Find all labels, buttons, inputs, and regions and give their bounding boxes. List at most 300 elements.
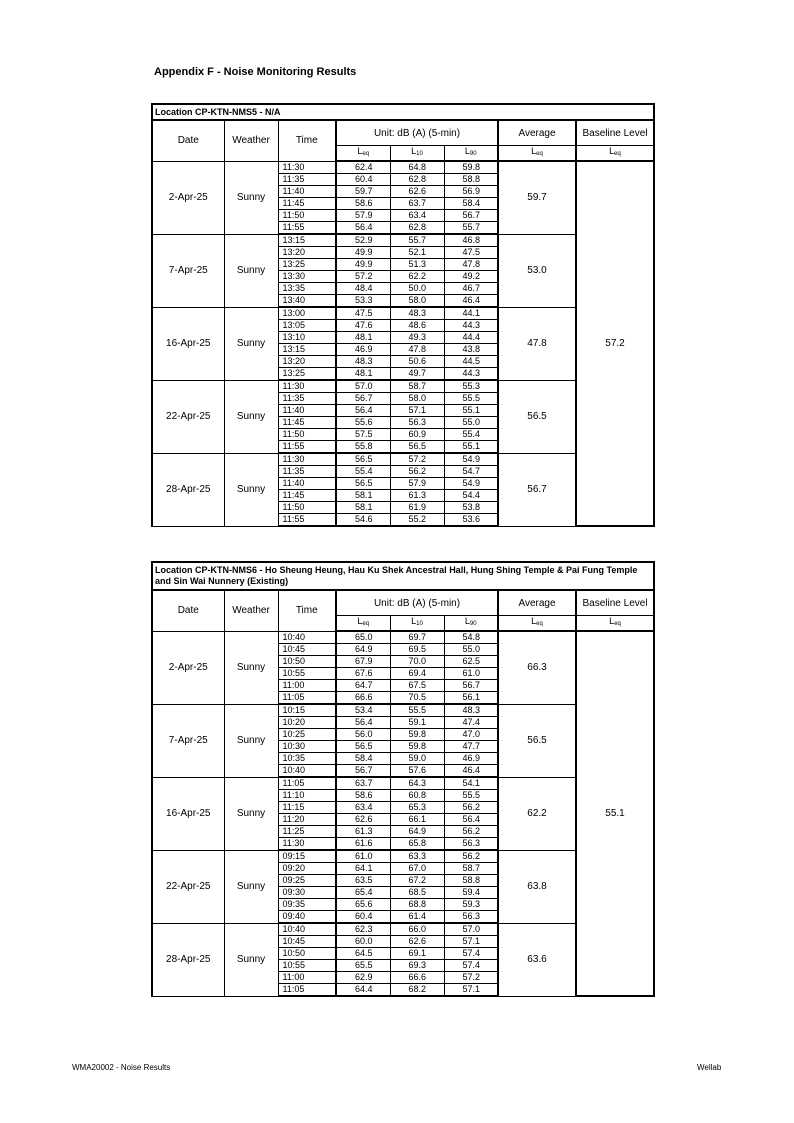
leq-cell: 59.7 (336, 186, 390, 198)
time-cell: 13:25 (278, 368, 336, 381)
l10-cell: 59.1 (390, 717, 444, 729)
l90-cell: 62.5 (444, 656, 498, 668)
header-l10-subscript: 10 (416, 621, 423, 627)
time-cell: 13:35 (278, 283, 336, 295)
l90-cell: 53.8 (444, 502, 498, 514)
l90-cell: 56.4 (444, 814, 498, 826)
l90-cell: 61.0 (444, 668, 498, 680)
page-title: Appendix F - Noise Monitoring Results (154, 66, 357, 78)
time-cell: 11:50 (278, 502, 336, 514)
time-cell: 09:20 (278, 863, 336, 875)
header-l10 (390, 616, 444, 632)
l10-cell: 68.8 (390, 899, 444, 911)
time-cell: 09:15 (278, 850, 336, 863)
weather-cell: Sunny (224, 777, 278, 850)
time-cell: 11:45 (278, 198, 336, 210)
l10-cell: 68.5 (390, 887, 444, 899)
leq-cell: 58.1 (336, 502, 390, 514)
time-cell: 13:15 (278, 234, 336, 247)
time-cell: 10:50 (278, 948, 336, 960)
header-leq-symbol: L (357, 146, 363, 156)
l90-cell: 56.2 (444, 802, 498, 814)
average-cell: 47.8 (498, 307, 576, 380)
leq-cell: 56.5 (336, 478, 390, 490)
average-cell: 62.2 (498, 777, 576, 850)
time-cell: 11:45 (278, 417, 336, 429)
l90-cell: 56.7 (444, 210, 498, 222)
l90-cell: 47.0 (444, 729, 498, 741)
time-cell: 11:40 (278, 405, 336, 417)
l10-cell: 67.5 (390, 680, 444, 692)
time-cell: 10:30 (278, 741, 336, 753)
header-weather: Weather (224, 120, 278, 161)
l10-cell: 49.3 (390, 332, 444, 344)
l10-cell: 67.0 (390, 863, 444, 875)
time-cell: 09:35 (278, 899, 336, 911)
l90-cell: 44.3 (444, 368, 498, 381)
time-cell: 09:30 (278, 887, 336, 899)
header-time: Time (278, 120, 336, 161)
l90-cell: 57.1 (444, 936, 498, 948)
time-cell: 11:30 (278, 453, 336, 466)
l10-cell: 63.4 (390, 210, 444, 222)
time-cell: 13:30 (278, 271, 336, 283)
leq-cell: 57.9 (336, 210, 390, 222)
time-cell: 11:00 (278, 680, 336, 692)
time-cell: 10:35 (278, 753, 336, 765)
table-row (152, 631, 654, 644)
baseline-cell: 57.2 (576, 161, 654, 526)
leq-cell: 56.5 (336, 741, 390, 753)
leq-cell: 64.5 (336, 948, 390, 960)
l90-cell: 47.5 (444, 247, 498, 259)
l90-cell: 57.2 (444, 972, 498, 984)
l90-cell: 54.8 (444, 631, 498, 644)
leq-cell: 64.4 (336, 984, 390, 997)
header-baseline-leq-symbol: L (609, 616, 615, 626)
l10-cell: 57.2 (390, 453, 444, 466)
leq-cell: 66.6 (336, 692, 390, 705)
leq-cell: 56.4 (336, 222, 390, 235)
leq-cell: 67.9 (336, 656, 390, 668)
header-leq (336, 146, 390, 162)
leq-cell: 55.4 (336, 466, 390, 478)
time-cell: 10:45 (278, 936, 336, 948)
time-cell: 10:40 (278, 923, 336, 936)
leq-cell: 58.1 (336, 490, 390, 502)
leq-cell: 62.6 (336, 814, 390, 826)
time-cell: 11:30 (278, 380, 336, 393)
average-cell: 53.0 (498, 234, 576, 307)
l10-cell: 65.3 (390, 802, 444, 814)
header-l10-symbol: L (411, 146, 417, 156)
weather-cell: Sunny (224, 161, 278, 234)
leq-cell: 49.9 (336, 259, 390, 271)
time-cell: 11:55 (278, 514, 336, 527)
header-unit: Unit: dB (A) (5-min) (336, 590, 498, 616)
l10-cell: 69.1 (390, 948, 444, 960)
l10-cell: 58.7 (390, 380, 444, 393)
l90-cell: 54.1 (444, 777, 498, 790)
date-cell: 28-Apr-25 (152, 923, 224, 996)
time-cell: 13:00 (278, 307, 336, 320)
l10-cell: 69.7 (390, 631, 444, 644)
l10-cell: 60.9 (390, 429, 444, 441)
leq-cell: 56.7 (336, 765, 390, 778)
l10-cell: 58.0 (390, 295, 444, 308)
l90-cell: 55.0 (444, 417, 498, 429)
table-row (152, 161, 654, 174)
leq-cell: 56.5 (336, 453, 390, 466)
l10-cell: 48.3 (390, 307, 444, 320)
l90-cell: 46.8 (444, 234, 498, 247)
average-cell: 59.7 (498, 161, 576, 234)
header-l10-subscript: 10 (416, 151, 423, 157)
l90-cell: 44.1 (444, 307, 498, 320)
header-baseline-leq-subscript: eq (614, 151, 621, 157)
time-cell: 11:15 (278, 802, 336, 814)
header-leq-subscript: eq (362, 151, 370, 157)
leq-cell: 61.0 (336, 850, 390, 863)
leq-cell: 53.3 (336, 295, 390, 308)
footer-left: WMA20002 - Noise Results (72, 1063, 171, 1072)
header-leq-subscript: eq (362, 621, 370, 627)
date-cell: 2-Apr-25 (152, 161, 224, 234)
leq-cell: 61.6 (336, 838, 390, 851)
l90-cell: 43.8 (444, 344, 498, 356)
l90-cell: 46.9 (444, 753, 498, 765)
header-l90-subscript: 90 (469, 621, 477, 627)
leq-cell: 65.6 (336, 899, 390, 911)
l10-cell: 59.8 (390, 741, 444, 753)
l90-cell: 44.4 (444, 332, 498, 344)
header-l90-symbol: L (464, 616, 470, 626)
l90-cell: 57.1 (444, 984, 498, 997)
time-cell: 11:35 (278, 174, 336, 186)
leq-cell: 49.9 (336, 247, 390, 259)
l10-cell: 49.7 (390, 368, 444, 381)
l90-cell: 44.5 (444, 356, 498, 368)
header-l90-subscript: 90 (469, 151, 477, 157)
l10-cell: 62.8 (390, 174, 444, 186)
noise-table-2 (151, 561, 655, 997)
average-cell: 56.5 (498, 380, 576, 453)
leq-cell: 48.4 (336, 283, 390, 295)
time-cell: 13:20 (278, 247, 336, 259)
l10-cell: 69.3 (390, 960, 444, 972)
date-cell: 22-Apr-25 (152, 850, 224, 923)
leq-cell: 55.6 (336, 417, 390, 429)
l10-cell: 66.6 (390, 972, 444, 984)
header-l10-symbol: L (411, 616, 417, 626)
l90-cell: 56.7 (444, 680, 498, 692)
l90-cell: 55.7 (444, 222, 498, 235)
header-weather: Weather (224, 590, 278, 631)
header-baseline-leq-symbol: L (609, 146, 615, 156)
l10-cell: 55.7 (390, 234, 444, 247)
time-cell: 13:15 (278, 344, 336, 356)
l90-cell: 49.2 (444, 271, 498, 283)
time-cell: 11:40 (278, 478, 336, 490)
header-average-leq-subscript: eq (536, 621, 543, 627)
time-cell: 10:45 (278, 644, 336, 656)
leq-cell: 67.6 (336, 668, 390, 680)
l90-cell: 44.3 (444, 320, 498, 332)
l90-cell: 56.9 (444, 186, 498, 198)
time-cell: 10:20 (278, 717, 336, 729)
time-cell: 11:55 (278, 222, 336, 235)
l10-cell: 64.9 (390, 826, 444, 838)
l10-cell: 51.3 (390, 259, 444, 271)
l90-cell: 59.4 (444, 887, 498, 899)
leq-cell: 56.4 (336, 405, 390, 417)
l10-cell: 50.6 (390, 356, 444, 368)
time-cell: 11:35 (278, 466, 336, 478)
header-average-leq (498, 146, 576, 162)
l10-cell: 68.2 (390, 984, 444, 997)
leq-cell: 65.4 (336, 887, 390, 899)
leq-cell: 53.4 (336, 704, 390, 717)
time-cell: 10:55 (278, 960, 336, 972)
time-cell: 11:45 (278, 490, 336, 502)
weather-cell: Sunny (224, 453, 278, 526)
header-baseline-leq-subscript: eq (614, 621, 621, 627)
time-cell: 13:25 (278, 259, 336, 271)
time-cell: 11:10 (278, 790, 336, 802)
l10-cell: 56.2 (390, 466, 444, 478)
l90-cell: 54.9 (444, 478, 498, 490)
l10-cell: 56.3 (390, 417, 444, 429)
l90-cell: 47.4 (444, 717, 498, 729)
l10-cell: 59.8 (390, 729, 444, 741)
l10-cell: 48.6 (390, 320, 444, 332)
l10-cell: 61.9 (390, 502, 444, 514)
l10-cell: 57.9 (390, 478, 444, 490)
time-cell: 11:30 (278, 838, 336, 851)
leq-cell: 47.5 (336, 307, 390, 320)
header-l10 (390, 146, 444, 162)
l10-cell: 56.5 (390, 441, 444, 454)
weather-cell: Sunny (224, 234, 278, 307)
leq-cell: 61.3 (336, 826, 390, 838)
l90-cell: 59.8 (444, 161, 498, 174)
header-average-leq-symbol: L (531, 146, 537, 156)
l90-cell: 56.2 (444, 850, 498, 863)
l10-cell: 61.3 (390, 490, 444, 502)
date-cell: 7-Apr-25 (152, 234, 224, 307)
l10-cell: 62.6 (390, 936, 444, 948)
l90-cell: 55.1 (444, 405, 498, 417)
l90-cell: 46.4 (444, 765, 498, 778)
l90-cell: 59.3 (444, 899, 498, 911)
weather-cell: Sunny (224, 704, 278, 777)
leq-cell: 48.3 (336, 356, 390, 368)
header-baseline-leq (576, 616, 654, 632)
header-average-leq (498, 616, 576, 632)
l10-cell: 50.0 (390, 283, 444, 295)
leq-cell: 64.9 (336, 644, 390, 656)
time-cell: 10:40 (278, 631, 336, 644)
header-unit: Unit: dB (A) (5-min) (336, 120, 498, 146)
weather-cell: Sunny (224, 631, 278, 704)
time-cell: 11:05 (278, 777, 336, 790)
l90-cell: 57.0 (444, 923, 498, 936)
average-cell: 56.5 (498, 704, 576, 777)
l90-cell: 57.4 (444, 948, 498, 960)
time-cell: 11:00 (278, 972, 336, 984)
l10-cell: 57.6 (390, 765, 444, 778)
location-title: Location CP-KTN-NMS6 - Ho Sheung Heung, Hau Ku Shek Ancestral Hall, Hung Shing Temple & Pai Fung Temple and Sin Wai Nunnery (Existing) (152, 562, 654, 590)
leq-cell: 60.4 (336, 174, 390, 186)
time-cell: 11:35 (278, 393, 336, 405)
header-average-leq-subscript: eq (536, 151, 543, 157)
header-l90 (444, 616, 498, 632)
l90-cell: 56.3 (444, 838, 498, 851)
l10-cell: 66.1 (390, 814, 444, 826)
time-cell: 09:25 (278, 875, 336, 887)
header-baseline: Baseline Level (576, 120, 654, 146)
l10-cell: 57.1 (390, 405, 444, 417)
time-cell: 13:40 (278, 295, 336, 308)
leq-cell: 62.3 (336, 923, 390, 936)
time-cell: 11:40 (278, 186, 336, 198)
l10-cell: 62.8 (390, 222, 444, 235)
leq-cell: 64.1 (336, 863, 390, 875)
leq-cell: 60.0 (336, 936, 390, 948)
date-cell: 16-Apr-25 (152, 777, 224, 850)
l90-cell: 54.4 (444, 490, 498, 502)
leq-cell: 54.6 (336, 514, 390, 527)
l10-cell: 47.8 (390, 344, 444, 356)
l10-cell: 59.0 (390, 753, 444, 765)
header-date: Date (152, 120, 224, 161)
l90-cell: 56.2 (444, 826, 498, 838)
date-cell: 7-Apr-25 (152, 704, 224, 777)
l90-cell: 47.7 (444, 741, 498, 753)
l10-cell: 70.0 (390, 656, 444, 668)
header-leq-symbol: L (357, 616, 363, 626)
header-baseline: Baseline Level (576, 590, 654, 616)
leq-cell: 62.9 (336, 972, 390, 984)
l90-cell: 55.5 (444, 790, 498, 802)
l90-cell: 46.4 (444, 295, 498, 308)
time-cell: 11:30 (278, 161, 336, 174)
leq-cell: 62.4 (336, 161, 390, 174)
l10-cell: 64.3 (390, 777, 444, 790)
time-cell: 11:55 (278, 441, 336, 454)
l90-cell: 58.7 (444, 863, 498, 875)
leq-cell: 63.7 (336, 777, 390, 790)
header-baseline-leq (576, 146, 654, 162)
l90-cell: 48.3 (444, 704, 498, 717)
header-average-leq-symbol: L (531, 616, 537, 626)
l10-cell: 55.2 (390, 514, 444, 527)
leq-cell: 46.9 (336, 344, 390, 356)
l90-cell: 55.1 (444, 441, 498, 454)
leq-cell: 65.5 (336, 960, 390, 972)
l10-cell: 64.8 (390, 161, 444, 174)
time-cell: 11:25 (278, 826, 336, 838)
time-cell: 10:25 (278, 729, 336, 741)
leq-cell: 65.0 (336, 631, 390, 644)
l10-cell: 63.3 (390, 850, 444, 863)
l90-cell: 55.4 (444, 429, 498, 441)
leq-cell: 56.7 (336, 393, 390, 405)
weather-cell: Sunny (224, 380, 278, 453)
header-average: Average (498, 120, 576, 146)
time-cell: 09:40 (278, 911, 336, 924)
leq-cell: 58.6 (336, 790, 390, 802)
l90-cell: 57.4 (444, 960, 498, 972)
l10-cell: 61.4 (390, 911, 444, 924)
time-cell: 13:10 (278, 332, 336, 344)
leq-cell: 56.0 (336, 729, 390, 741)
header-date: Date (152, 590, 224, 631)
leq-cell: 58.6 (336, 198, 390, 210)
l10-cell: 52.1 (390, 247, 444, 259)
leq-cell: 48.1 (336, 332, 390, 344)
leq-cell: 47.6 (336, 320, 390, 332)
l90-cell: 58.8 (444, 174, 498, 186)
l10-cell: 70.5 (390, 692, 444, 705)
l90-cell: 56.1 (444, 692, 498, 705)
time-cell: 13:05 (278, 320, 336, 332)
date-cell: 22-Apr-25 (152, 380, 224, 453)
header-l90 (444, 146, 498, 162)
l10-cell: 58.0 (390, 393, 444, 405)
leq-cell: 56.4 (336, 717, 390, 729)
time-cell: 10:50 (278, 656, 336, 668)
time-cell: 11:50 (278, 210, 336, 222)
location-title: Location CP-KTN-NMS5 - N/A (152, 104, 654, 120)
l90-cell: 46.7 (444, 283, 498, 295)
leq-cell: 57.0 (336, 380, 390, 393)
noise-table-1 (151, 103, 655, 527)
l10-cell: 60.8 (390, 790, 444, 802)
date-cell: 28-Apr-25 (152, 453, 224, 526)
time-cell: 11:05 (278, 984, 336, 997)
weather-cell: Sunny (224, 307, 278, 380)
l90-cell: 55.5 (444, 393, 498, 405)
l10-cell: 66.0 (390, 923, 444, 936)
header-leq (336, 616, 390, 632)
leq-cell: 57.5 (336, 429, 390, 441)
l90-cell: 58.8 (444, 875, 498, 887)
time-cell: 11:20 (278, 814, 336, 826)
average-cell: 63.6 (498, 923, 576, 996)
header-time: Time (278, 590, 336, 631)
average-cell: 56.7 (498, 453, 576, 526)
time-cell: 11:50 (278, 429, 336, 441)
l10-cell: 62.6 (390, 186, 444, 198)
time-cell: 13:20 (278, 356, 336, 368)
leq-cell: 57.2 (336, 271, 390, 283)
l10-cell: 65.8 (390, 838, 444, 851)
footer-right: Wellab (697, 1063, 722, 1072)
l10-cell: 67.2 (390, 875, 444, 887)
date-cell: 2-Apr-25 (152, 631, 224, 704)
l10-cell: 55.5 (390, 704, 444, 717)
leq-cell: 63.5 (336, 875, 390, 887)
leq-cell: 55.8 (336, 441, 390, 454)
l90-cell: 55.0 (444, 644, 498, 656)
average-cell: 66.3 (498, 631, 576, 704)
average-cell: 63.8 (498, 850, 576, 923)
header-l90-symbol: L (464, 146, 470, 156)
leq-cell: 52.9 (336, 234, 390, 247)
l10-cell: 69.4 (390, 668, 444, 680)
leq-cell: 63.4 (336, 802, 390, 814)
